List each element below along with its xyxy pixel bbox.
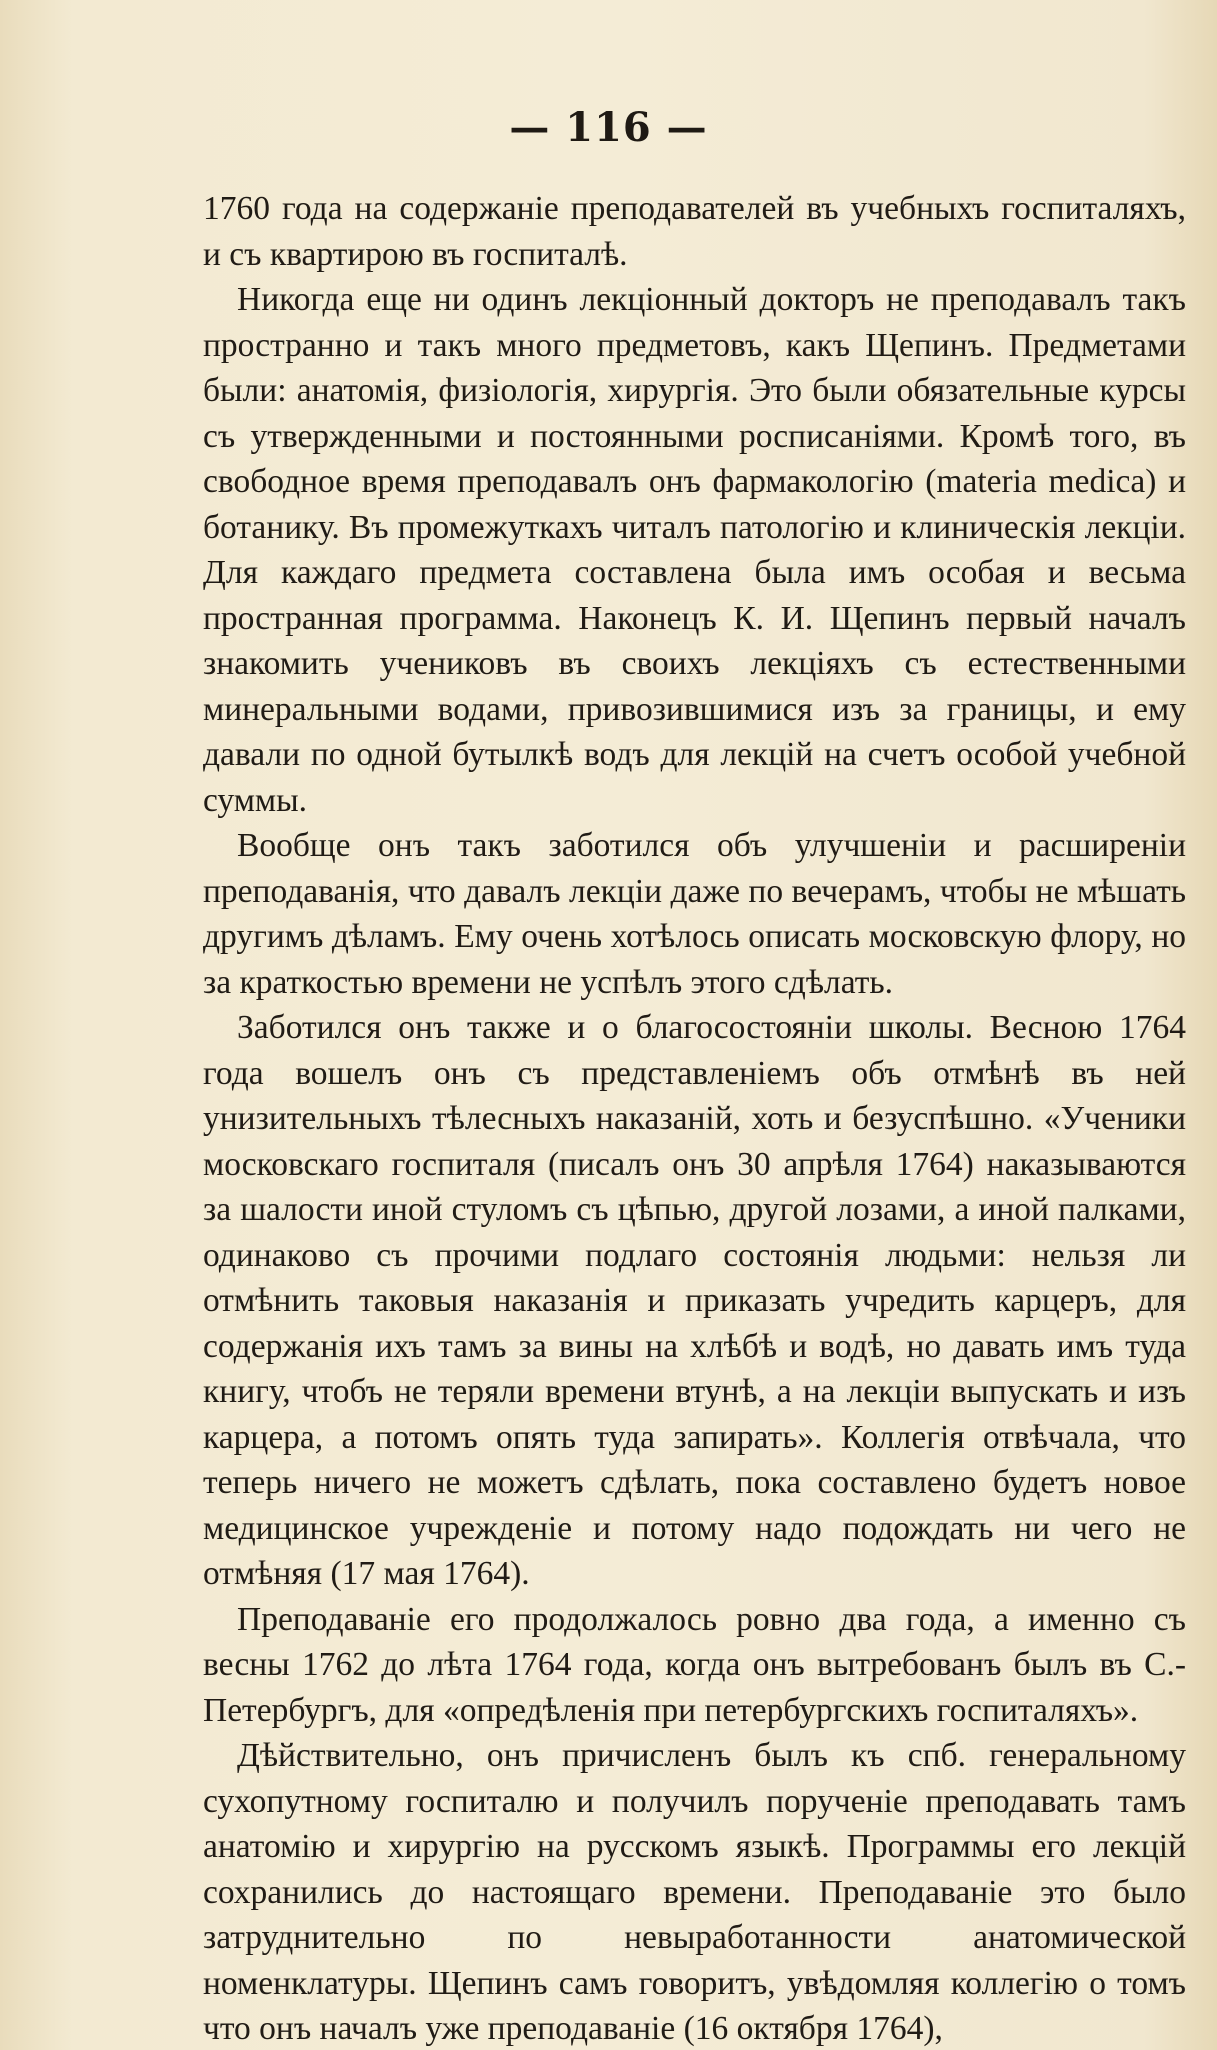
paragraph-5: Преподаваніе его продолжалось ровно два года, а именно съ весны 1762 до лѣта 1764 года, когда онъ вытребованъ былъ въ С.-Петербургъ, для «опредѣленія при петербургскихъ госпиталяхъ». — [203, 1600, 1186, 1729]
page-body — [203, 186, 1186, 2050]
paragraph-3: Вообще онъ такъ заботился объ улучшеніи и расширеніи преподаванія, что давалъ лекціи даже по вечерамъ, чтобы не мѣшать другимъ дѣламъ. Ему очень хотѣлось описать московскую флору, но за краткостью времени не успѣлъ этого сдѣлать. — [203, 827, 1186, 1001]
paragraph-2: Никогда еще ни одинъ лекціонный докторъ не преподавалъ такъ пространно и такъ много предметовъ, какъ Щепинъ. Предметами были: анатомія, физіологія, хирургія. Это были обязательные курсы съ утвержденными и постоянными росписаніями. Кромѣ того, въ свободное время преподавалъ онъ фармакологію (materia medica) и ботанику. Въ промежуткахъ читалъ патологію и клиническія лекціи. Для каждаго предмета составлена была имъ особая и весьма пространная программа. Наконецъ К. И. Щепинъ первый началъ знакомить учениковъ въ своихъ лекціяхъ съ естественными минеральными водами, привозившимися изъ за границы, и ему давали по одной бутылкѣ водъ для лекцій на счетъ особой учебной суммы. — [203, 281, 1186, 819]
paragraph-1: 1760 года на содержаніе преподавателей въ учебныхъ госпиталяхъ, и съ квартирою въ госпиталѣ. — [203, 190, 1186, 273]
paragraph-6: Дѣйствительно, онъ причисленъ былъ къ спб. генеральному сухопутному госпиталю и получилъ порученіе преподавать тамъ анатомію и хирургію на русскомъ языкѣ. Программы его лекцій сохранились до настоящаго времени. Преподаваніе это было затруднительно по невыработанности анатомической номенклатуры. Щепинъ самъ говоритъ, увѣдомляя коллегію о томъ что онъ началъ уже преподаваніе (16 октября 1764), — [203, 1737, 1186, 2047]
paragraph-4: Заботился онъ также и о благосостояніи школы. Весною 1764 года вошелъ онъ съ представленіемъ объ отмѣнѣ въ ней унизительныхъ тѣлесныхъ наказаній, хоть и безуспѣшно. «Ученики московскаго госпиталя (писалъ онъ 30 апрѣля 1764) наказываются за шалости иной стуломъ съ цѣпью, другой лозами, а иной палками, одинаково съ прочими подлаго состоянія людьми: нельзя ли отмѣнить таковыя наказанія и приказать учредить карцеръ, для содержанія ихъ тамъ за вины на хлѣбѣ и водѣ, но давать имъ туда книгу, чтобъ не теряли времени втунѣ, а на лекціи выпускать и изъ карцера, а потомъ опять туда запирать». Коллегія отвѣчала, что теперь ничего не можетъ сдѣлать, пока составлено будетъ новое медицинское учрежденіе и потому надо подождать ни чего не отмѣняя (17 мая 1764). — [203, 1009, 1186, 1592]
page-number: — 116 — — [509, 104, 708, 151]
